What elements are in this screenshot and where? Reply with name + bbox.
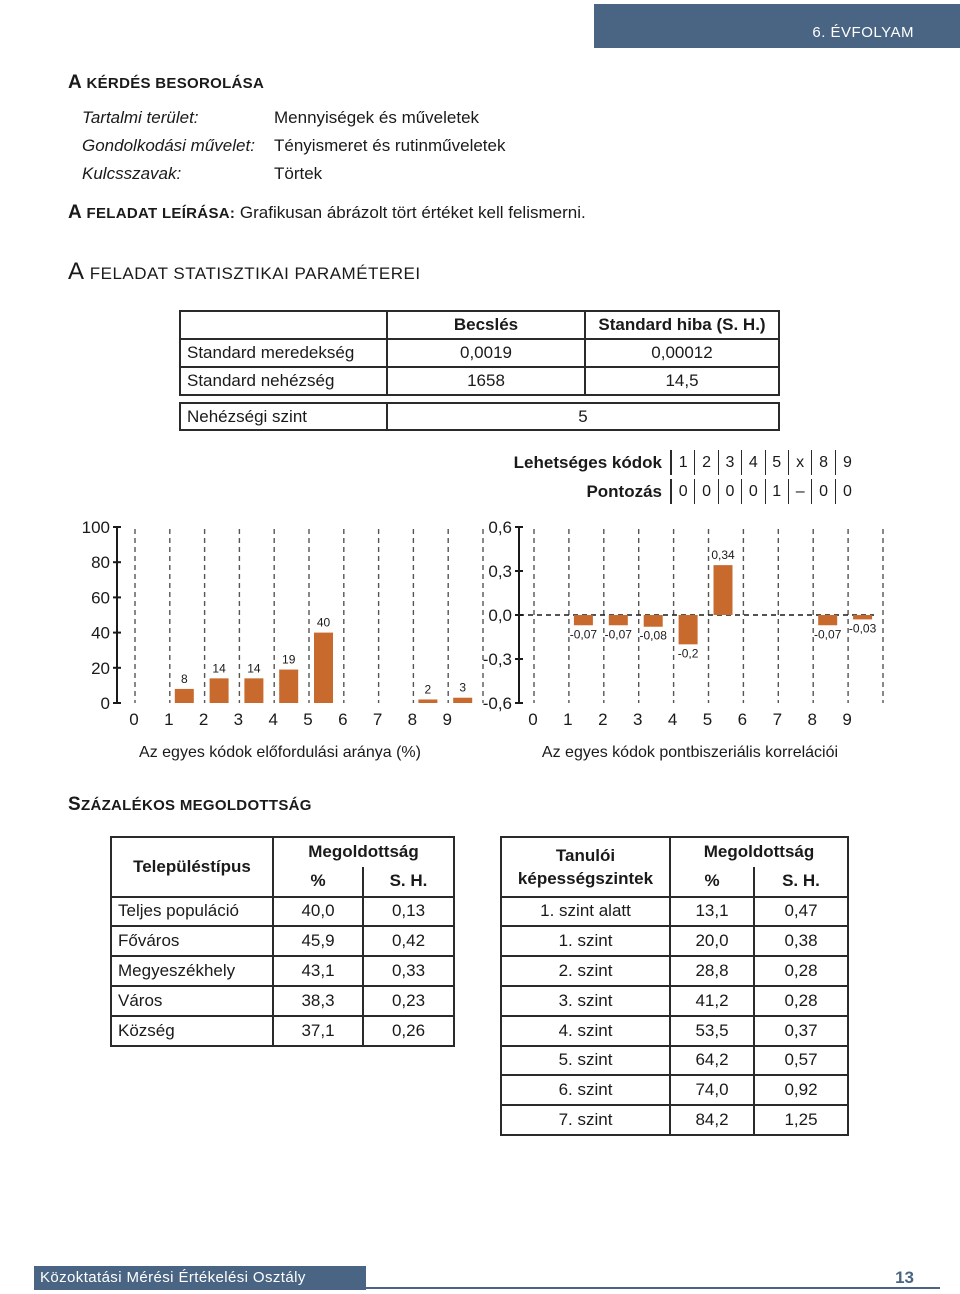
table-row: 6. szint 74,0 0,92 — [501, 1075, 848, 1105]
difficulty-table — [179, 402, 780, 431]
x-tick-label: 5 — [303, 710, 313, 729]
classification-row: Tartalmi terület: Mennyiségek és műveletek — [82, 108, 480, 127]
x-tick-label: 8 — [807, 710, 817, 729]
page-number: 13 — [895, 1268, 914, 1287]
y-tick-label: -0,3 — [482, 650, 512, 669]
col-settlement-type: Településtípus — [111, 837, 273, 897]
x-tick-label: 1 — [164, 710, 174, 729]
table-row: Megyeszékhely 43,1 0,33 — [111, 956, 454, 986]
data-label: -0,07 — [604, 627, 632, 642]
x-tick-label: 0 — [528, 710, 538, 729]
bar — [679, 615, 698, 644]
x-tick-label: 0 — [129, 710, 139, 729]
col-ability-level: Tanulói képességszintek — [501, 837, 670, 897]
classification-title: A KÉRDÉS BESOROLÁSA — [68, 72, 265, 93]
settlement-table: Településtípus Megoldottság % S. H. Teljes populáció 40,0 0,13 Főváros 45,9 0,42 Megyeszékhely 43,1 0,33 Város 38,3 0,23 Község 37,1 0,26 — [110, 836, 455, 1047]
col-se: Standard hiba (S. H.) — [585, 311, 779, 339]
difficulty-label: Nehézségi szint — [180, 403, 387, 430]
codes-grid — [508, 448, 859, 506]
y-tick-label: 0,0 — [488, 606, 512, 625]
bar — [714, 565, 733, 615]
data-label: -0,08 — [639, 628, 667, 643]
x-tick-label: 6 — [338, 710, 348, 729]
data-label: -0,07 — [814, 627, 842, 642]
table-row: 1. szint 20,0 0,38 — [501, 926, 848, 956]
table-row: 5. szint 64,2 0,57 — [501, 1046, 848, 1076]
table-row: Város 38,3 0,23 — [111, 986, 454, 1016]
ability-table: Tanulói képességszintek Megoldottság % S. H. 1. szint alatt 13,1 0,47 1. szint 20,0 0,38 2. szint 28,8 0,28 3. szint 41,2 0,28 4. szint 53,5 0,37 5. szint 64,2 0,57 6. szint 74,0 0,92 7. szint 84,2 1,25 — [500, 836, 849, 1136]
table-row: 1. szint alatt 13,1 0,47 — [501, 897, 848, 927]
data-label: 40 — [316, 615, 331, 630]
bar — [210, 678, 229, 703]
bar — [279, 670, 298, 703]
bar — [818, 615, 837, 625]
data-label: 19 — [282, 652, 296, 667]
chart-title: Az egyes kódok előfordulási aránya (%) — [139, 744, 421, 761]
y-tick-label: 20 — [91, 658, 110, 678]
data-label: 14 — [212, 661, 226, 676]
data-label: -0,2 — [677, 646, 699, 661]
grade-label: 6. ÉVFOLYAM — [812, 24, 914, 41]
x-tick-label: 7 — [772, 710, 783, 729]
col-group: Megoldottság — [273, 837, 454, 867]
data-label: 3 — [459, 680, 467, 695]
table-row: Standard meredekség 0,0019 0,00012 — [180, 339, 779, 367]
footer-rule — [366, 1287, 940, 1289]
table-row: 7. szint 84,2 1,25 — [501, 1105, 848, 1135]
footer-banner — [34, 1266, 366, 1290]
x-tick-label: 4 — [667, 710, 678, 729]
chart-title: Az egyes kódok pontbiszeriális korrelációi — [541, 744, 839, 761]
bar — [175, 689, 194, 703]
x-tick-label: 4 — [268, 710, 278, 729]
data-label: 14 — [247, 661, 261, 676]
bar — [453, 698, 472, 703]
x-tick-label: 6 — [737, 710, 748, 729]
table-row: Teljes populáció 40,0 0,13 — [111, 897, 454, 927]
y-tick-label: 100 — [81, 518, 110, 537]
footer-org: Közoktatási Mérési Értékelési Osztály — [40, 1269, 306, 1286]
bar — [644, 615, 663, 627]
difficulty-value: 5 — [387, 403, 779, 430]
table-row: Község 37,1 0,26 — [111, 1016, 454, 1046]
bar — [418, 699, 437, 703]
table-row: 2. szint 28,8 0,28 — [501, 956, 848, 986]
data-label: -0,07 — [569, 627, 598, 642]
x-tick-label: 2 — [198, 710, 209, 729]
table-row: Standard nehézség 1658 14,5 — [180, 367, 779, 395]
col-estimate: Becslés — [387, 311, 585, 339]
x-tick-label: 2 — [598, 710, 608, 729]
scores-row: Pontozás 0 0 0 0 1 – 0 0 — [508, 477, 859, 506]
bar — [244, 678, 263, 703]
y-tick-label: 80 — [91, 553, 110, 573]
stat-params-title: A FELADAT STATISZTIKAI PARAMÉTEREI — [68, 258, 421, 285]
charts-area — [0, 505, 960, 805]
y-tick-label: 0,3 — [488, 562, 512, 581]
task-description: A FELADAT LEÍRÁSA: Grafikusan ábrázolt tört értéket kell felismerni. — [68, 202, 586, 223]
x-tick-label: 3 — [233, 710, 244, 729]
stat-params-table — [179, 310, 780, 396]
bar — [574, 615, 593, 625]
table-row: 4. szint 53,5 0,37 — [501, 1016, 848, 1046]
x-tick-label: 8 — [407, 710, 418, 729]
y-tick-label: 0,6 — [488, 518, 512, 537]
grade-banner — [594, 4, 960, 48]
classification-row: Kulcsszavak: Törtek — [82, 164, 323, 183]
x-tick-label: 3 — [632, 710, 643, 729]
results-title: SZÁZALÉKOS MEGOLDOTTSÁG — [68, 794, 312, 815]
y-tick-label: -0,6 — [482, 694, 512, 713]
x-tick-label: 5 — [702, 710, 713, 729]
x-tick-label: 1 — [563, 710, 573, 729]
table-row: 3. szint 41,2 0,28 — [501, 986, 848, 1016]
data-label: -0,03 — [848, 621, 877, 636]
classification-row: Gondolkodási művelet: Tényismeret és rutinműveletek — [82, 136, 506, 155]
data-label: 2 — [424, 682, 432, 697]
col-group: Megoldottság — [670, 837, 848, 867]
y-tick-label: 40 — [91, 623, 110, 643]
data-label: 8 — [180, 671, 188, 686]
x-tick-label: 7 — [372, 710, 383, 729]
x-tick-label: 9 — [842, 710, 852, 729]
bar — [314, 633, 333, 703]
x-tick-label: 9 — [442, 710, 452, 729]
y-tick-label: 0 — [100, 694, 110, 713]
codes-row: Lehetséges kódok 1 2 3 4 5 x 8 9 — [508, 448, 859, 477]
y-tick-label: 60 — [91, 588, 110, 608]
bar — [609, 615, 628, 625]
data-label: 0,34 — [711, 548, 735, 563]
bar — [853, 615, 872, 619]
table-row: Főváros 45,9 0,42 — [111, 926, 454, 956]
